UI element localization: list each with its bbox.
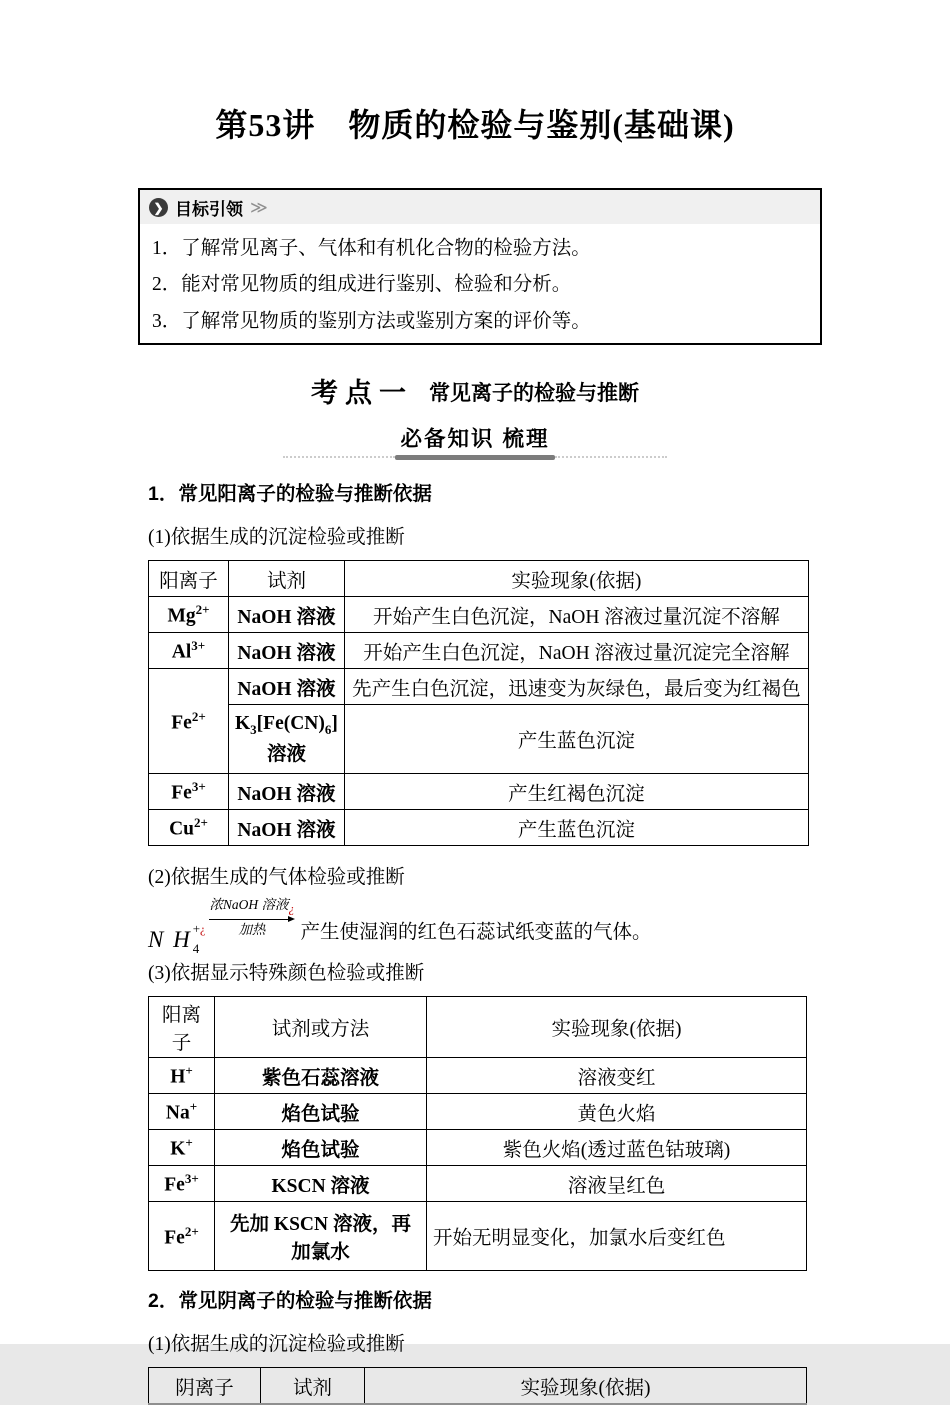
ion-cell: $Al^{3+}$ (149, 633, 229, 669)
table-row (149, 1202, 807, 1271)
page-title: 第53讲 物质的检验与鉴别(基础课) (215, 107, 735, 143)
ion-cell: H+ (149, 1058, 215, 1094)
ion-cell: $Fe^{2+}$ (149, 1202, 215, 1271)
right-arrow-icon (209, 916, 294, 923)
exam-point-label: 考点一 (311, 378, 413, 409)
column-header-ion: 阳离子 (149, 997, 215, 1058)
reagent-cell: $K_3[Fe(CN)_6]$ 溶液 (229, 705, 345, 774)
formula-subscript: 4 (192, 941, 200, 957)
ammonium-ion-formula (148, 918, 206, 957)
goal-guidance-box (138, 188, 822, 345)
phenomenon-cell: 产生蓝色沉淀 (344, 705, 808, 774)
phenomenon-cell: 产生红褐色沉淀 (344, 774, 808, 810)
ammonium-test-formula (148, 896, 950, 957)
banner-underline-center (395, 455, 555, 460)
table-row (149, 1058, 807, 1094)
phenomenon-cell: 黄色火焰 (427, 1094, 807, 1130)
reagent-cell: NaOH 溶液 (229, 633, 345, 669)
subheading-precipitate: (1)依据生成的沉淀检验或推断 (148, 527, 405, 549)
double-chevron-icon: ≫ (250, 197, 268, 217)
phenomenon-cell: 开始产生白色沉淀，NaOH 溶液过量沉淀不溶解 (344, 597, 808, 633)
column-header-reagent: 试剂 (229, 561, 345, 597)
table-row (149, 633, 809, 669)
reagent-cell: 先加 KSCN 溶液，再加氯水 (215, 1202, 427, 1271)
section-heading-anion: 2．常见阴离子的检验与推断依据 (148, 1290, 432, 1313)
column-header-phenomenon: 实验现象(依据) (365, 1368, 807, 1405)
table-row (149, 597, 809, 633)
section-heading-cation: 1．常见阳离子的检验与推断依据 (148, 483, 432, 506)
table-row (149, 705, 809, 774)
goal-item: 2．能对常见物质的组成进行鉴别、检验和分析。 (152, 274, 572, 296)
goal-item: 1．了解常见离子、气体和有机化合物的检验方法。 (152, 238, 591, 259)
cation-precipitate-table (148, 560, 809, 846)
reaction-result-text: 产生使湿润的红色石蕊试纸变蓝的气体。 (300, 922, 652, 944)
column-header-ion: 阳离子 (149, 561, 229, 597)
formula-superscript: +¿ (192, 921, 206, 937)
phenomenon-cell: 开始产生白色沉淀，NaOH 溶液过量沉淀完全溶解 (344, 633, 808, 669)
banner-underline (283, 454, 667, 460)
ion-cell: K+ (149, 1130, 215, 1166)
knowledge-banner (0, 422, 950, 460)
ion-cell: $Fe^{3+}$ (149, 774, 229, 810)
reagent-cell: NaOH 溶液 (229, 669, 345, 705)
table-header-row (149, 561, 809, 597)
phenomenon-cell: 开始无明显变化，加氯水后变红色 (427, 1202, 807, 1271)
table-row (149, 1166, 807, 1202)
column-header-phenomenon: 实验现象(依据) (427, 997, 807, 1058)
goal-box-label: 目标引领 (175, 200, 243, 219)
reagent-cell: NaOH 溶液 (229, 597, 345, 633)
formula-scripts (193, 922, 206, 955)
ion-cell: $Fe^{2+}$ (149, 669, 229, 774)
reaction-condition-arrow (209, 898, 294, 939)
subheading-color: (3)依据显示特殊颜色检验或推断 (148, 963, 425, 985)
banner-underline-left (283, 456, 395, 458)
banner-underline-right (555, 456, 667, 458)
table-row (149, 1094, 807, 1130)
reagent-cell: KSCN 溶液 (215, 1166, 427, 1202)
knowledge-banner-text: 必备知识 梳理 (400, 427, 550, 452)
chevron-right-circle-icon: ❯ (149, 198, 168, 217)
reagent-cell: NaOH 溶液 (229, 810, 345, 846)
table-header-row (149, 1368, 807, 1405)
phenomenon-cell: 溶液变红 (427, 1058, 807, 1094)
subheading-gas: (2)依据生成的气体检验或推断 (148, 867, 405, 889)
ion-cell: $Cu^{2+}$ (149, 810, 229, 846)
column-header-reagent: 试剂 (261, 1368, 365, 1405)
ion-cell: $Mg^{2+}$ (149, 597, 229, 633)
exam-point-heading (0, 371, 950, 410)
phenomenon-cell: 产生蓝色沉淀 (344, 810, 808, 846)
condition-above-arrow: 浓NaOH 溶液$_¿$ (209, 896, 295, 916)
phenomenon-cell: 溶液呈红色 (427, 1166, 807, 1202)
reagent-cell: 紫色石蕊溶液 (215, 1058, 427, 1094)
goal-box-header (140, 190, 820, 224)
anion-precipitate-table (148, 1367, 807, 1405)
subheading-anion-precipitate: (1)依据生成的沉淀检验或推断 (148, 1334, 405, 1356)
table-row (149, 669, 809, 705)
ion-cell: Na+ (149, 1094, 215, 1130)
table-header-row (149, 997, 807, 1058)
phenomenon-cell: 先产生白色沉淀，迅速变为灰绿色，最后变为红褐色 (344, 669, 808, 705)
column-header-phenomenon: 实验现象(依据) (344, 561, 808, 597)
formula-base: N H (148, 927, 192, 953)
exam-point-title: 常见离子的检验与推断 (429, 381, 639, 406)
table-row (149, 1130, 807, 1166)
phenomenon-cell: 紫色火焰(透过蓝色钴玻璃) (427, 1130, 807, 1166)
goal-item-list (140, 238, 820, 343)
cation-color-table (148, 996, 807, 1271)
ion-cell: $Fe^{3+}$ (149, 1166, 215, 1202)
goal-item: 3．了解常见物质的鉴别方法或鉴别方案的评价等。 (152, 310, 591, 332)
reagent-cell: 焰色试验 (215, 1094, 427, 1130)
column-header-ion: 阴离子 (149, 1368, 261, 1405)
condition-below-arrow: 加热 (238, 922, 266, 938)
table-row (149, 774, 809, 810)
table-row (149, 810, 809, 846)
column-header-reagent-method: 试剂或方法 (215, 997, 427, 1058)
reagent-cell: NaOH 溶液 (229, 774, 345, 810)
reagent-cell: 焰色试验 (215, 1130, 427, 1166)
